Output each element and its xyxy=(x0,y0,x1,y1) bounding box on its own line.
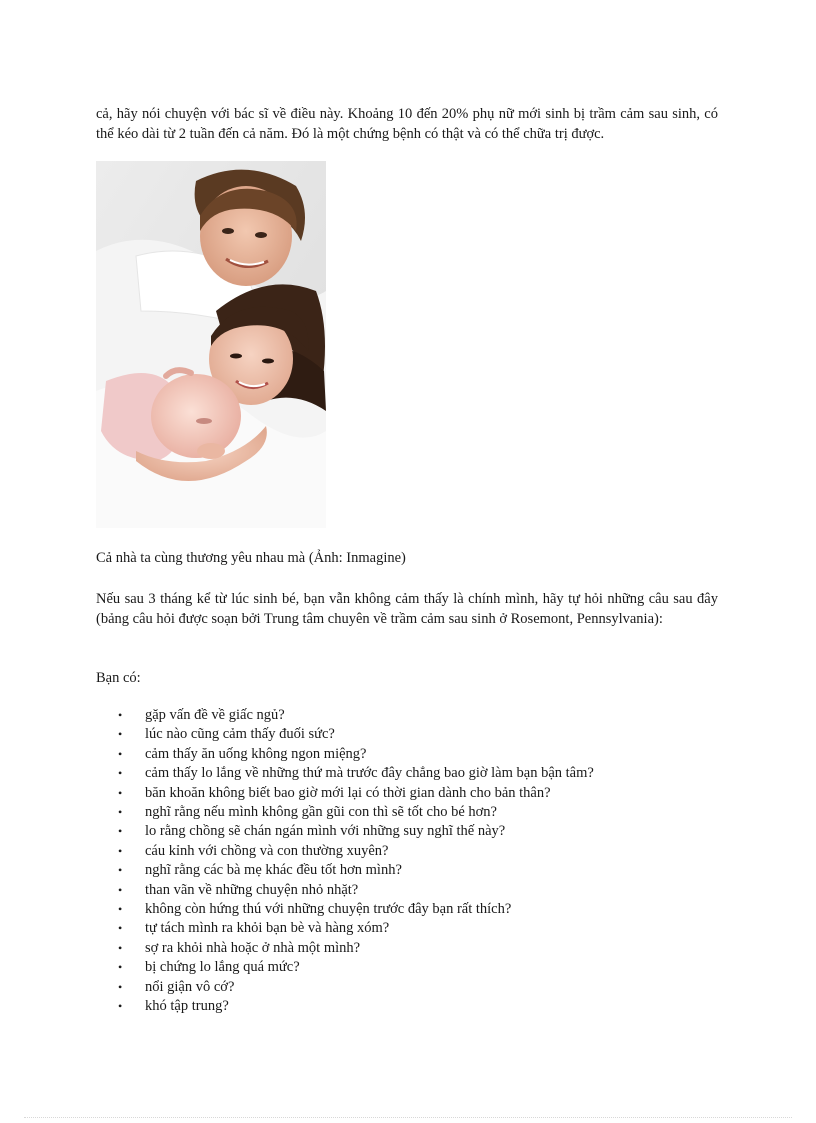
question-item xyxy=(118,900,718,919)
list-intro: Bạn có: xyxy=(96,670,141,686)
family-photo xyxy=(96,161,326,528)
question-item xyxy=(118,745,718,764)
bullet-icon: • xyxy=(118,805,123,820)
photo-caption: Cả nhà ta cùng thương yêu nhau mà (Ảnh: Inmagine) xyxy=(96,550,406,566)
intro-paragraph: cả, hãy nói chuyện với bác sĩ về điều này. Khoảng 10 đến 20% phụ nữ mới sinh bị trầm cảm sau sinh, có thể kéo dài từ 2 tuần đến cả năm. Đó là một chứng bệnh có thật và có thể chữa trị được. xyxy=(96,106,718,142)
bullet-icon: • xyxy=(118,843,123,858)
bullet-icon: • xyxy=(118,979,123,994)
bullet-icon: • xyxy=(118,960,123,975)
bullet-icon: • xyxy=(118,746,123,761)
question-text: than vãn về những chuyện nhỏ nhặt? xyxy=(145,881,359,898)
question-item xyxy=(118,764,718,783)
question-text: cáu kỉnh với chồng và con thường xuyên? xyxy=(145,842,389,859)
question-item xyxy=(118,919,718,938)
question-item xyxy=(118,939,718,958)
question-intro-paragraph: Nếu sau 3 tháng kể từ lúc sinh bé, bạn vẫn không cảm thấy là chính mình, hãy tự hỏi những câu sau đây (bảng câu hỏi được soạn bởi Trung tâm chuyên về trầm cảm sau sinh ở Rosemont, Pennsylvania): xyxy=(96,591,718,627)
question-text: băn khoăn không biết bao giờ mới lại có thời gian dành cho bản thân? xyxy=(145,784,551,801)
question-text: nghĩ rằng nếu mình không gần gũi con thì sẽ tốt cho bé hơn? xyxy=(145,804,497,821)
family-photo-illustration xyxy=(96,161,326,528)
question-item xyxy=(118,978,718,997)
bullet-icon: • xyxy=(118,708,123,722)
bullet-icon: • xyxy=(118,766,123,781)
question-item xyxy=(118,725,718,744)
question-item xyxy=(118,784,718,803)
question-text: gặp vấn đề về giấc ngủ? xyxy=(145,707,285,723)
question-text: sợ ra khỏi nhà hoặc ở nhà một mình? xyxy=(145,939,361,956)
question-item xyxy=(118,861,718,880)
question-item xyxy=(118,997,718,1016)
question-text: cảm thấy ăn uống không ngon miệng? xyxy=(145,745,367,762)
question-text: lúc nào cũng cảm thấy đuối sức? xyxy=(145,726,335,743)
bullet-icon: • xyxy=(118,863,123,878)
bullet-icon: • xyxy=(118,882,123,897)
bullet-icon: • xyxy=(118,902,123,917)
question-item xyxy=(118,881,718,900)
question-item xyxy=(118,706,718,725)
question-item xyxy=(118,958,718,977)
bullet-icon: • xyxy=(118,785,123,800)
question-text: bị chứng lo lắng quá mức? xyxy=(145,959,300,976)
bullet-icon: • xyxy=(118,921,123,936)
bullet-icon: • xyxy=(118,999,123,1014)
question-list xyxy=(118,706,718,1017)
question-text: cảm thấy lo lắng về những thứ mà trước đây chẳng bao giờ làm bạn bận tâm? xyxy=(145,765,594,782)
question-item xyxy=(118,803,718,822)
question-text: khó tập trung? xyxy=(145,998,229,1015)
question-item xyxy=(118,842,718,861)
question-text: nghĩ rằng các bà mẹ khác đều tốt hơn mình? xyxy=(145,862,402,879)
bullet-icon: • xyxy=(118,940,123,955)
question-text: lo rằng chồng sẽ chán ngán mình với những suy nghĩ thế này? xyxy=(145,823,506,840)
bullet-icon: • xyxy=(118,727,123,742)
page-bottom-divider xyxy=(24,1117,792,1118)
question-item xyxy=(118,822,718,841)
bullet-icon: • xyxy=(118,824,123,839)
question-text: tự tách mình ra khỏi bạn bè và hàng xóm? xyxy=(145,920,390,937)
question-text: nổi giận vô cớ? xyxy=(145,978,235,995)
question-text: không còn hứng thú với những chuyện trước đây bạn rất thích? xyxy=(145,901,512,918)
